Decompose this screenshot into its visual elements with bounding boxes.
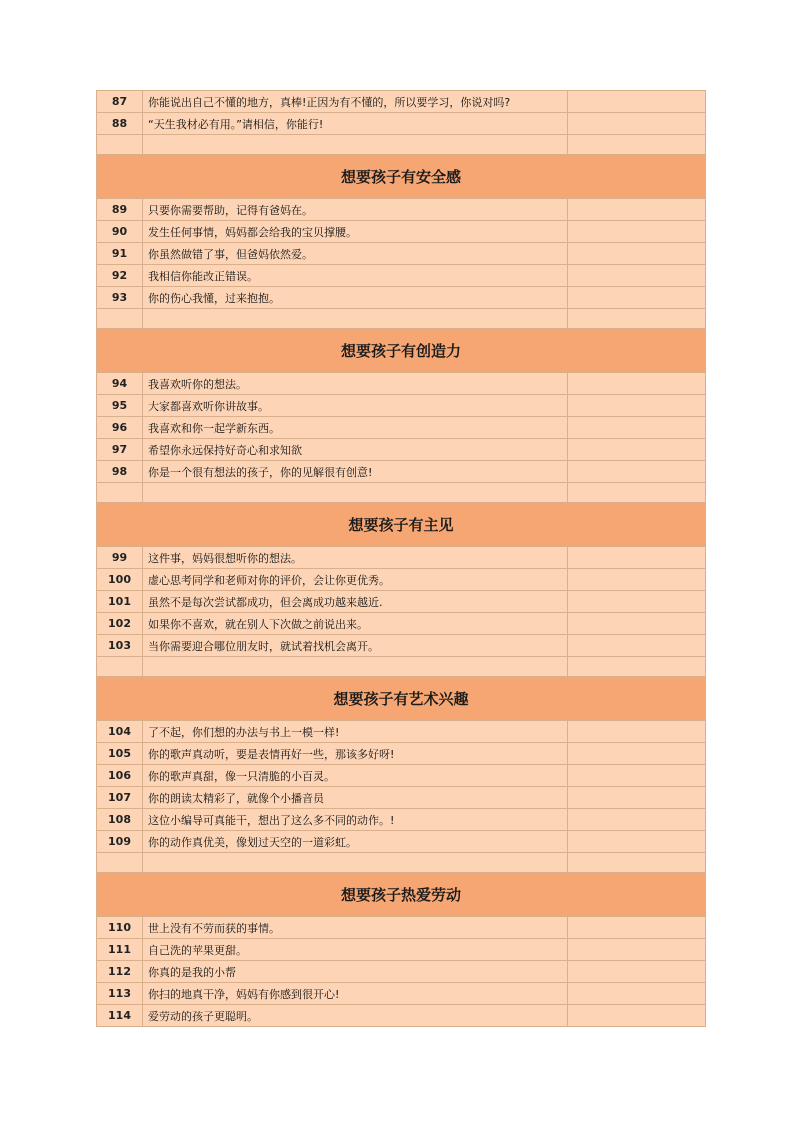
table-row <box>97 547 706 569</box>
row-number: 112 <box>97 961 143 983</box>
section-header: 想要孩子热爱劳动 <box>97 873 706 917</box>
table-row <box>97 417 706 439</box>
table-row <box>97 199 706 221</box>
row-number: 102 <box>97 613 143 635</box>
row-text: 发生任何事情，妈妈都会给我的宝贝撑腰。 <box>143 221 568 243</box>
row-extra-cell <box>568 547 706 569</box>
table-row <box>97 221 706 243</box>
row-number: 93 <box>97 287 143 309</box>
row-extra-cell <box>568 591 706 613</box>
row-extra-cell <box>568 395 706 417</box>
empty-cell <box>143 309 568 329</box>
section-header: 想要孩子有创造力 <box>97 329 706 373</box>
row-text: 你真的是我的小帮 <box>143 961 568 983</box>
spreadsheet <box>96 90 706 1027</box>
empty-cell <box>97 483 143 503</box>
row-number: 110 <box>97 917 143 939</box>
row-number: 105 <box>97 743 143 765</box>
row-number: 100 <box>97 569 143 591</box>
row-text: 你的朗读太精彩了，就像个小播音员 <box>143 787 568 809</box>
row-text: 虚心思考同学和老师对你的评价，会让你更优秀。 <box>143 569 568 591</box>
empty-cell <box>568 483 706 503</box>
row-extra-cell <box>568 221 706 243</box>
row-extra-cell <box>568 917 706 939</box>
table-row <box>97 765 706 787</box>
table-row <box>97 743 706 765</box>
row-number: 114 <box>97 1005 143 1027</box>
row-text: 这件事，妈妈很想听你的想法。 <box>143 547 568 569</box>
row-number: 108 <box>97 809 143 831</box>
row-text: 你是一个很有想法的孩子，你的见解很有创意! <box>143 461 568 483</box>
row-text: 如果你不喜欢，就在别人下次做之前说出来。 <box>143 613 568 635</box>
row-extra-cell <box>568 961 706 983</box>
row-number: 106 <box>97 765 143 787</box>
table-row <box>97 569 706 591</box>
row-text: 只要你需要帮助，记得有爸妈在。 <box>143 199 568 221</box>
row-number: 88 <box>97 113 143 135</box>
spacer-row <box>97 135 706 155</box>
row-number: 111 <box>97 939 143 961</box>
table-row <box>97 961 706 983</box>
row-number: 97 <box>97 439 143 461</box>
row-extra-cell <box>568 113 706 135</box>
section-header: 想要孩子有艺术兴趣 <box>97 677 706 721</box>
empty-cell <box>568 309 706 329</box>
row-extra-cell <box>568 765 706 787</box>
row-extra-cell <box>568 983 706 1005</box>
row-number: 92 <box>97 265 143 287</box>
table-row <box>97 461 706 483</box>
empty-cell <box>568 657 706 677</box>
empty-cell <box>97 309 143 329</box>
row-number: 101 <box>97 591 143 613</box>
row-number: 96 <box>97 417 143 439</box>
row-extra-cell <box>568 1005 706 1027</box>
spacer-row <box>97 483 706 503</box>
section-header: 想要孩子有主见 <box>97 503 706 547</box>
table-row <box>97 373 706 395</box>
row-number: 91 <box>97 243 143 265</box>
table-row <box>97 721 706 743</box>
table-row <box>97 983 706 1005</box>
table-row <box>97 787 706 809</box>
row-extra-cell <box>568 939 706 961</box>
row-number: 87 <box>97 91 143 113</box>
row-extra-cell <box>568 831 706 853</box>
empty-cell <box>568 135 706 155</box>
row-extra-cell <box>568 461 706 483</box>
empty-cell <box>143 483 568 503</box>
row-number: 95 <box>97 395 143 417</box>
row-text: 这位小编导可真能干，想出了这么多不同的动作。! <box>143 809 568 831</box>
spacer-row <box>97 657 706 677</box>
table-row <box>97 395 706 417</box>
row-extra-cell <box>568 91 706 113</box>
row-text: 你能说出自己不懂的地方，真棒!正因为有不懂的，所以要学习，你说对吗? <box>143 91 568 113</box>
row-number: 113 <box>97 983 143 1005</box>
table-row <box>97 91 706 113</box>
row-number: 107 <box>97 787 143 809</box>
row-number: 90 <box>97 221 143 243</box>
empty-cell <box>143 657 568 677</box>
row-text: 我喜欢和你一起学新东西。 <box>143 417 568 439</box>
table-row <box>97 1005 706 1027</box>
row-text: 你的歌声真动听，要是表情再好一些，那该多好呀! <box>143 743 568 765</box>
spacer-row <box>97 853 706 873</box>
table-row <box>97 265 706 287</box>
row-text: 当你需要迎合哪位朋友时，就试着找机会离开。 <box>143 635 568 657</box>
spacer-row <box>97 309 706 329</box>
table-row <box>97 831 706 853</box>
row-text: 你虽然做错了事，但爸妈依然爱。 <box>143 243 568 265</box>
row-text: 了不起，你们想的办法与书上一模一样! <box>143 721 568 743</box>
table-row <box>97 243 706 265</box>
empty-cell <box>143 853 568 873</box>
row-extra-cell <box>568 373 706 395</box>
row-text: 自己洗的苹果更甜。 <box>143 939 568 961</box>
row-extra-cell <box>568 265 706 287</box>
row-number: 109 <box>97 831 143 853</box>
row-text: 你的歌声真甜，像一只清脆的小百灵。 <box>143 765 568 787</box>
table-row <box>97 939 706 961</box>
empty-cell <box>97 853 143 873</box>
empty-cell <box>568 853 706 873</box>
table-row <box>97 113 706 135</box>
row-number: 89 <box>97 199 143 221</box>
row-text: 世上没有不劳而获的事情。 <box>143 917 568 939</box>
section-header: 想要孩子有安全感 <box>97 155 706 199</box>
row-text: 大家都喜欢听你讲故事。 <box>143 395 568 417</box>
row-extra-cell <box>568 809 706 831</box>
row-extra-cell <box>568 569 706 591</box>
row-text: 你的动作真优美，像划过天空的一道彩虹。 <box>143 831 568 853</box>
row-text: “天生我材必有用。”请相信，你能行! <box>143 113 568 135</box>
empty-cell <box>143 135 568 155</box>
table-row <box>97 613 706 635</box>
empty-cell <box>97 135 143 155</box>
row-number: 94 <box>97 373 143 395</box>
table-row <box>97 439 706 461</box>
row-extra-cell <box>568 287 706 309</box>
table-row <box>97 809 706 831</box>
row-text: 你扫的地真干净，妈妈有你感到很开心! <box>143 983 568 1005</box>
row-extra-cell <box>568 721 706 743</box>
table-row <box>97 287 706 309</box>
row-extra-cell <box>568 613 706 635</box>
row-text: 爱劳动的孩子更聪明。 <box>143 1005 568 1027</box>
table-row <box>97 917 706 939</box>
row-text: 希望你永远保持好奇心和求知欲 <box>143 439 568 461</box>
row-text: 你的伤心我懂，过来抱抱。 <box>143 287 568 309</box>
row-extra-cell <box>568 243 706 265</box>
table-row <box>97 635 706 657</box>
row-extra-cell <box>568 199 706 221</box>
row-number: 99 <box>97 547 143 569</box>
row-text: 虽然不是每次尝试都成功，但会离成功越来越近. <box>143 591 568 613</box>
empty-cell <box>97 657 143 677</box>
row-text: 我相信你能改正错误。 <box>143 265 568 287</box>
row-extra-cell <box>568 787 706 809</box>
row-number: 98 <box>97 461 143 483</box>
row-number: 104 <box>97 721 143 743</box>
row-extra-cell <box>568 439 706 461</box>
table-row <box>97 591 706 613</box>
row-number: 103 <box>97 635 143 657</box>
row-extra-cell <box>568 743 706 765</box>
row-text: 我喜欢听你的想法。 <box>143 373 568 395</box>
row-extra-cell <box>568 635 706 657</box>
row-extra-cell <box>568 417 706 439</box>
